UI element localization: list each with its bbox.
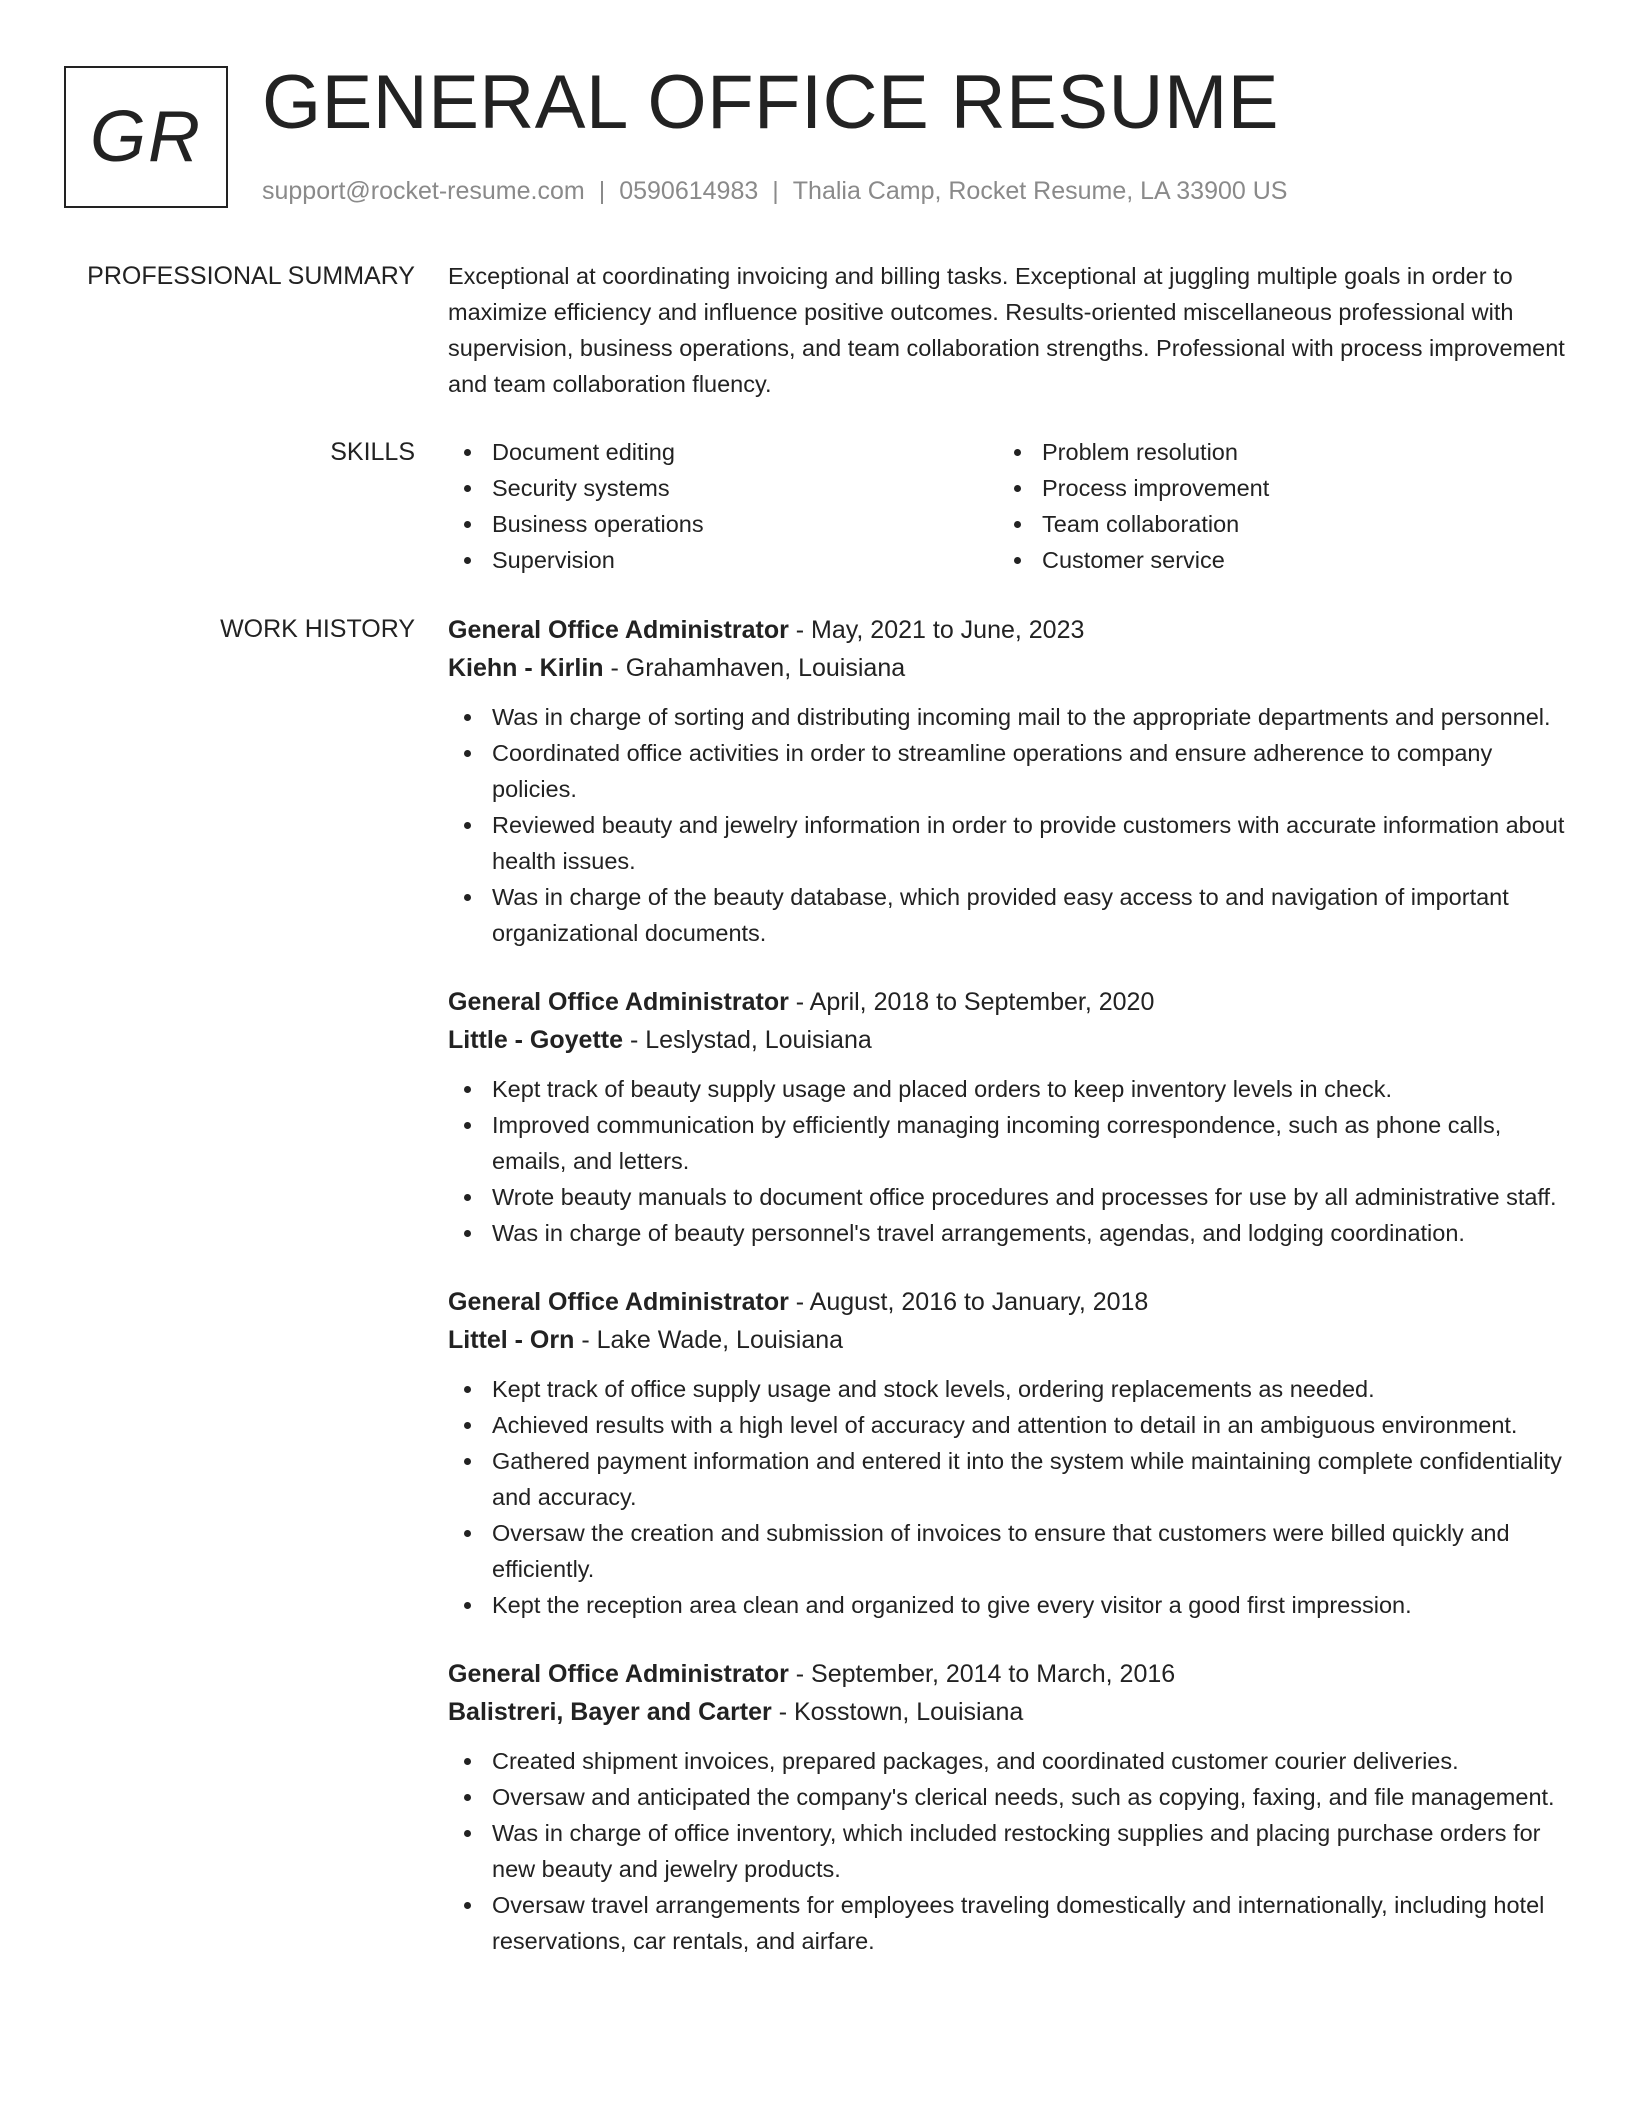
job-bullet: Reviewed beauty and jewelry information in order to provide customers with accurate information about health issues. — [448, 807, 1570, 879]
job-title-line — [448, 983, 1570, 1021]
summary-body — [448, 258, 1570, 402]
job-bullet: Was in charge of beauty personnel's travel arrangements, agendas, and lodging coordination. — [448, 1215, 1570, 1251]
skills-column-left — [448, 434, 998, 578]
job-company: Kiehn - Kirlin — [448, 654, 604, 682]
job-bullet: Kept the reception area clean and organized to give every visitor a good first impression. — [448, 1587, 1570, 1623]
job-company: Balistreri, Bayer and Carter — [448, 1698, 772, 1726]
skill-item: Business operations — [448, 506, 998, 542]
job-bullets — [448, 1743, 1570, 1959]
job-bullet: Created shipment invoices, prepared packages, and coordinated customer courier deliveries. — [448, 1743, 1570, 1779]
job-bullets — [448, 699, 1570, 951]
job-dates: - September, 2014 to March, 2016 — [788, 1660, 1176, 1688]
job-entry — [448, 983, 1570, 1251]
job-bullet: Was in charge of the beauty database, which provided easy access to and navigation of important organizational documents. — [448, 879, 1570, 951]
job-bullet: Oversaw and anticipated the company's clerical needs, such as copying, faxing, and file management. — [448, 1779, 1570, 1815]
job-entry — [448, 1655, 1570, 1959]
skill-item: Problem resolution — [998, 434, 1548, 470]
job-bullets — [448, 1371, 1570, 1623]
job-bullet: Coordinated office activities in order to streamline operations and ensure adherence to company policies. — [448, 735, 1570, 807]
job-company-line — [448, 649, 1570, 687]
monogram-box — [64, 66, 228, 208]
contact-address: Thalia Camp, Rocket Resume, LA 33900 US — [792, 177, 1288, 205]
job-role: General Office Administrator — [448, 616, 789, 644]
skill-item: Supervision — [448, 542, 998, 578]
job-entry — [448, 611, 1570, 951]
job-location: - Lake Wade, Louisiana — [574, 1326, 844, 1354]
contact-separator: | — [772, 177, 779, 205]
job-role: General Office Administrator — [448, 988, 789, 1016]
work-history-heading: WORK HISTORY — [220, 615, 415, 643]
job-dates: - April, 2018 to September, 2020 — [788, 988, 1155, 1016]
job-role: General Office Administrator — [448, 1660, 789, 1688]
skills-body — [448, 434, 1570, 578]
job-bullet: Improved communication by efficiently managing incoming correspondence, such as phone calls, emails, and letters. — [448, 1107, 1570, 1179]
job-entry — [448, 1283, 1570, 1623]
monogram-initials: GR — [90, 97, 202, 177]
job-location: - Kosstown, Louisiana — [771, 1698, 1024, 1726]
job-bullet: Was in charge of office inventory, which included restocking supplies and placing purchase orders for new beauty and jewelry products. — [448, 1815, 1570, 1887]
job-company-line — [448, 1693, 1570, 1731]
job-bullet: Oversaw the creation and submission of invoices to ensure that customers were billed quickly and efficiently. — [448, 1515, 1570, 1587]
job-company-line — [448, 1021, 1570, 1059]
job-bullets — [448, 1071, 1570, 1251]
job-title-line — [448, 1655, 1570, 1693]
skills-column-right — [998, 434, 1548, 578]
skill-item: Document editing — [448, 434, 998, 470]
resume-title: GENERAL OFFICE RESUME — [262, 60, 1279, 145]
job-bullet: Oversaw travel arrangements for employees traveling domestically and internationally, including hotel reservations, car rentals, and airfare. — [448, 1887, 1570, 1959]
job-dates: - May, 2021 to June, 2023 — [788, 616, 1085, 644]
job-bullet: Kept track of office supply usage and stock levels, ordering replacements as needed. — [448, 1371, 1570, 1407]
job-dates: - August, 2016 to January, 2018 — [788, 1288, 1149, 1316]
job-bullet: Was in charge of sorting and distributing incoming mail to the appropriate departments and personnel. — [448, 699, 1570, 735]
job-company-line — [448, 1321, 1570, 1359]
job-company: Little - Goyette — [448, 1026, 624, 1054]
job-location: - Grahamhaven, Louisiana — [603, 654, 906, 682]
contact-email[interactable]: support@rocket-resume.com — [262, 177, 585, 205]
summary-text: Exceptional at coordinating invoicing and billing tasks. Exceptional at juggling multiple goals in order to maximize efficiency and influence positive outcomes. Results-oriented miscellaneous professional with supervision, business operations, and team collaboration strengths. Professional with process improvement and team collaboration fluency. — [448, 263, 1565, 397]
job-title-line — [448, 1283, 1570, 1321]
job-company: Littel - Orn — [448, 1326, 575, 1354]
skill-item: Security systems — [448, 470, 998, 506]
skill-item: Customer service — [998, 542, 1548, 578]
skills-grid — [448, 434, 1570, 578]
job-bullet: Wrote beauty manuals to document office procedures and processes for use by all administrative staff. — [448, 1179, 1570, 1215]
job-location: - Leslystad, Louisiana — [623, 1026, 872, 1054]
skills-heading: SKILLS — [330, 438, 415, 466]
skill-item: Team collaboration — [998, 506, 1548, 542]
job-title-line — [448, 611, 1570, 649]
job-bullet: Gathered payment information and entered it into the system while maintaining complete confidentiality and accuracy. — [448, 1443, 1570, 1515]
job-role: General Office Administrator — [448, 1288, 789, 1316]
contact-separator: | — [598, 177, 606, 205]
contact-phone[interactable]: 0590614983 — [619, 177, 759, 205]
skill-item: Process improvement — [998, 470, 1548, 506]
summary-heading: PROFESSIONAL SUMMARY — [87, 262, 415, 290]
job-bullet: Achieved results with a high level of accuracy and attention to detail in an ambiguous environment. — [448, 1407, 1570, 1443]
work-history-body — [448, 611, 1570, 1991]
contact-line — [262, 174, 1287, 208]
job-bullet: Kept track of beauty supply usage and placed orders to keep inventory levels in check. — [448, 1071, 1570, 1107]
